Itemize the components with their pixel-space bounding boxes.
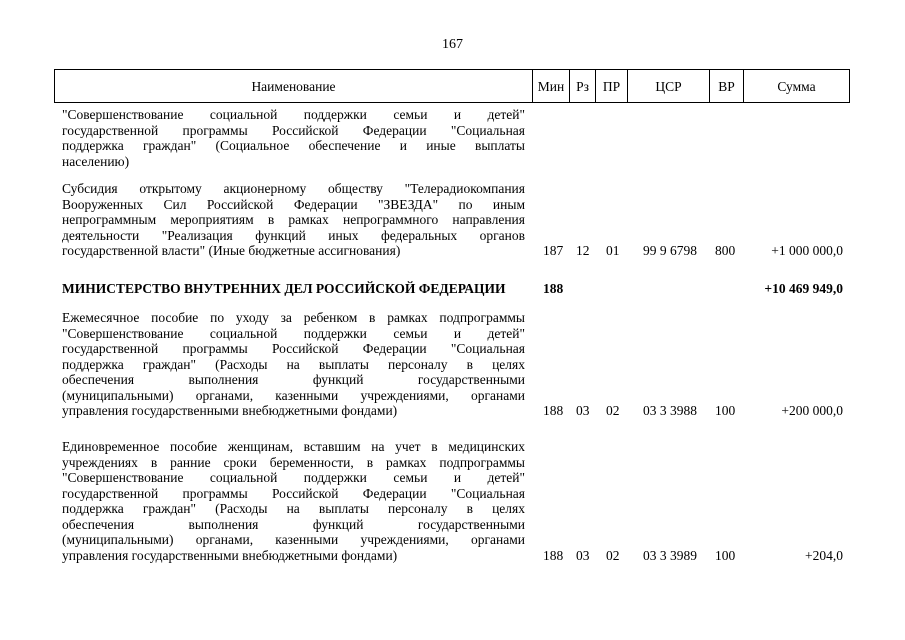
row-name-line: "Совершенствование социальной поддержки семьи и детей" [62, 107, 525, 122]
row-name-line: государственной программы Российской Федерации "Социальная [62, 122, 525, 138]
row-name-line: управления государственными внебюджетными фондами) [62, 403, 398, 418]
row-name-line: Вооруженных Сил Российской Федерации "ЗВЕЗДА" по иным [62, 196, 525, 212]
row-name-line: государственной программы Российской Федерации "Социальная [62, 341, 525, 356]
row-name-line: обеспечения выполнения функций государственными [62, 372, 525, 387]
row-min: 187 [543, 243, 564, 258]
row-name-line: поддержка граждан" (Социальное обеспечение и иные выплаты [62, 138, 525, 153]
row-rz: 03 [576, 547, 590, 563]
row-name-line: Ежемесячное пособие по уходу за ребенком в рамках подпрограммы [62, 310, 525, 325]
row-name-line: государственной власти" (Иные бюджетные ассигнования) [62, 243, 401, 258]
page-number: 167 [442, 37, 463, 52]
row-vr: 100 [715, 547, 736, 563]
row-vr: 800 [715, 243, 736, 258]
row-rz: 12 [576, 243, 590, 258]
row-sum: +200 000,0 [781, 403, 843, 418]
row-name-line: обеспечения выполнения функций государственными [62, 516, 525, 532]
row-csr: 03 3 3989 [643, 547, 697, 563]
row-name-line: МИНИСТЕРСТВО ВНУТРЕННИХ ДЕЛ РОССИЙСКОЙ ФЕДЕРАЦИИ [62, 281, 506, 296]
row-name-line: Единовременное пособие женщинам, вставшим на учет в медицинских [62, 439, 525, 454]
header-pr: ПР [595, 70, 627, 102]
row-name [62, 181, 525, 259]
header-csr: ЦСР [627, 70, 709, 102]
header-sum: Сумма [743, 70, 849, 102]
row-sum: +10 469 949,0 [764, 281, 843, 296]
row-name [62, 439, 525, 563]
row-pr: 02 [606, 547, 620, 563]
row-min: 188 [543, 281, 564, 296]
row-name-line: деятельности "Реализация функций иных федеральных органов [62, 227, 525, 243]
row-csr: 99 9 6798 [643, 243, 697, 258]
row-name-line: поддержка граждан" (Расходы на выплаты персоналу в целях [62, 356, 525, 372]
row-name-line: Субсидия открытому акционерному обществу "Телерадиокомпания [62, 181, 525, 196]
row-vr: 100 [715, 403, 736, 418]
header-name: Наименование [251, 79, 336, 94]
row-name [62, 310, 525, 419]
header-vr: ВР [709, 70, 743, 102]
row-name-line: управления государственными внебюджетными фондами) [62, 547, 398, 563]
row-min: 188 [543, 547, 564, 563]
row-name-line: государственной программы Российской Федерации "Социальная [62, 485, 525, 501]
row-sum: +204,0 [805, 547, 843, 563]
header-min: Мин [532, 70, 569, 102]
row-name-line: непрограммным мероприятиям в рамках непрограммного направления [62, 212, 525, 227]
row-name-line: (муниципальными) органами, казенными учреждениями, органами [62, 387, 525, 403]
table-header [54, 69, 850, 103]
row-pr: 01 [606, 243, 620, 258]
row-name-line: (муниципальными) органами, казенными учреждениями, органами [62, 532, 525, 547]
row-min: 188 [543, 403, 564, 418]
row-csr: 03 3 3988 [643, 403, 697, 418]
row-name [62, 281, 525, 297]
row-name-line: "Совершенствование социальной поддержки семьи и детей" [62, 470, 525, 485]
header-rz: Рз [569, 70, 595, 102]
row-name-line: поддержка граждан" (Расходы на выплаты персоналу в целях [62, 501, 525, 516]
row-name [62, 107, 525, 169]
row-name-line: "Совершенствование социальной поддержки семьи и детей" [62, 325, 525, 341]
row-name-line: учреждениях в ранние сроки беременности, в рамках подпрограммы [62, 454, 525, 470]
row-pr: 02 [606, 403, 620, 418]
row-rz: 03 [576, 403, 590, 418]
row-name-line: населению) [62, 153, 130, 169]
row-sum: +1 000 000,0 [771, 243, 843, 258]
